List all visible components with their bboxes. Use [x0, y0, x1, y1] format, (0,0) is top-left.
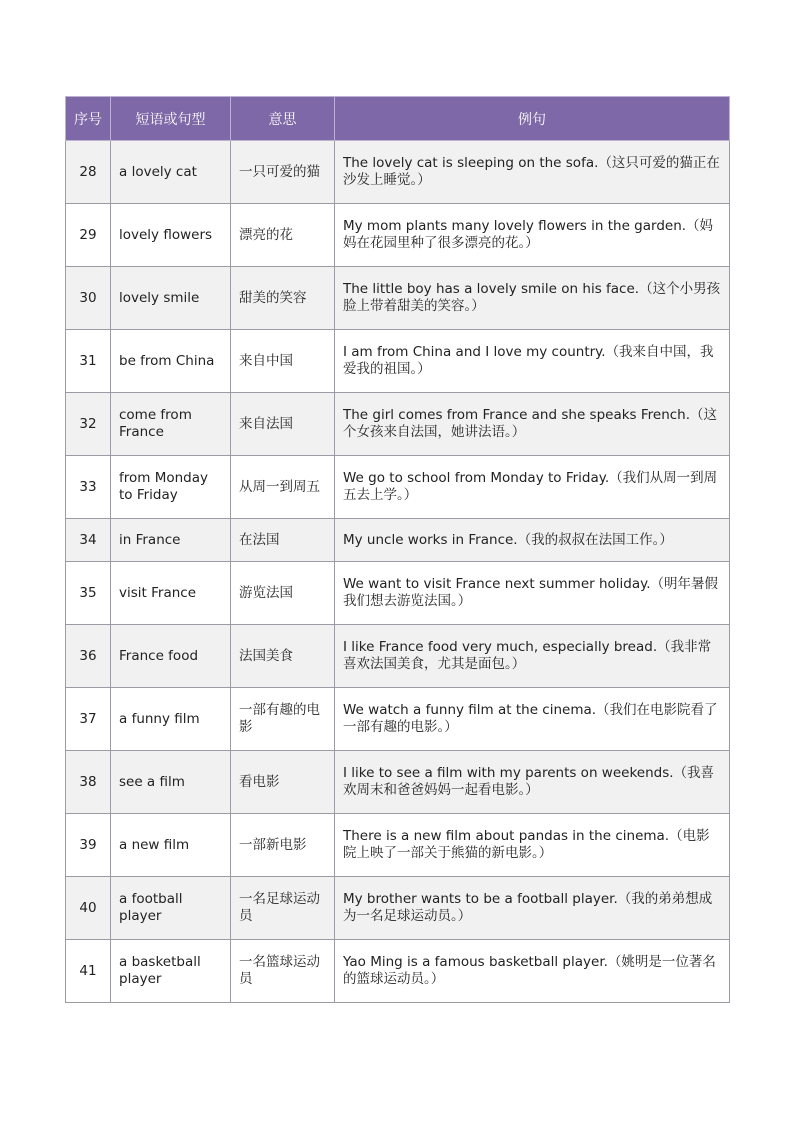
row-phrase: be from China [111, 330, 231, 393]
table-body [66, 141, 730, 1003]
row-example: I like to see a film with my parents on weekends.（我喜欢周末和爸爸妈妈一起看电影。） [335, 751, 730, 814]
row-phrase: visit France [111, 562, 231, 625]
row-number: 33 [66, 456, 111, 519]
table-header-row [66, 97, 730, 141]
row-number: 40 [66, 877, 111, 940]
row-example: There is a new film about pandas in the cinema.（电影院上映了一部关于熊猫的新电影。） [335, 814, 730, 877]
row-meaning: 一部有趣的电影 [231, 688, 335, 751]
row-number: 35 [66, 562, 111, 625]
row-meaning: 从周一到周五 [231, 456, 335, 519]
row-meaning: 来自中国 [231, 330, 335, 393]
row-example: We watch a funny film at the cinema.（我们在电影院看了一部有趣的电影。） [335, 688, 730, 751]
table-row [66, 751, 730, 814]
row-example: I like France food very much, especially bread.（我非常喜欢法国美食，尤其是面包。） [335, 625, 730, 688]
table-row [66, 204, 730, 267]
row-phrase: a funny film [111, 688, 231, 751]
row-number: 31 [66, 330, 111, 393]
header-example: 例句 [335, 97, 730, 141]
table-row [66, 625, 730, 688]
row-meaning: 一部新电影 [231, 814, 335, 877]
row-phrase: come from France [111, 393, 231, 456]
row-number: 41 [66, 940, 111, 1003]
row-phrase: in France [111, 519, 231, 562]
row-example: I am from China and I love my country.（我来自中国，我爱我的祖国。） [335, 330, 730, 393]
row-example: My mom plants many lovely flowers in the garden.（妈妈在花园里种了很多漂亮的花。） [335, 204, 730, 267]
row-phrase: see a film [111, 751, 231, 814]
table-row [66, 330, 730, 393]
row-meaning: 游览法国 [231, 562, 335, 625]
table-row [66, 393, 730, 456]
row-phrase: a basketball player [111, 940, 231, 1003]
table-row [66, 141, 730, 204]
row-number: 38 [66, 751, 111, 814]
row-example: We go to school from Monday to Friday.（我们从周一到周五去上学。） [335, 456, 730, 519]
row-phrase: France food [111, 625, 231, 688]
row-example: My brother wants to be a football player.（我的弟弟想成为一名足球运动员。） [335, 877, 730, 940]
row-phrase: a lovely cat [111, 141, 231, 204]
row-number: 34 [66, 519, 111, 562]
row-example: My uncle works in France.（我的叔叔在法国工作。） [335, 519, 730, 562]
row-number: 28 [66, 141, 111, 204]
table-row [66, 267, 730, 330]
row-meaning: 漂亮的花 [231, 204, 335, 267]
row-meaning: 一名篮球运动员 [231, 940, 335, 1003]
row-number: 37 [66, 688, 111, 751]
row-meaning: 甜美的笑容 [231, 267, 335, 330]
table-row [66, 688, 730, 751]
table-row [66, 940, 730, 1003]
row-number: 39 [66, 814, 111, 877]
table-row [66, 519, 730, 562]
row-meaning: 看电影 [231, 751, 335, 814]
row-phrase: lovely flowers [111, 204, 231, 267]
row-phrase: a new film [111, 814, 231, 877]
row-meaning: 在法国 [231, 519, 335, 562]
vocabulary-table [65, 96, 730, 1003]
row-number: 29 [66, 204, 111, 267]
row-number: 30 [66, 267, 111, 330]
table-row [66, 562, 730, 625]
row-example: Yao Ming is a famous basketball player.（姚明是一位著名的篮球运动员。） [335, 940, 730, 1003]
row-number: 36 [66, 625, 111, 688]
row-phrase: lovely smile [111, 267, 231, 330]
header-phrase: 短语或句型 [111, 97, 231, 141]
row-meaning: 法国美食 [231, 625, 335, 688]
row-number: 32 [66, 393, 111, 456]
row-meaning: 一名足球运动员 [231, 877, 335, 940]
row-example: The girl comes from France and she speaks French.（这个女孩来自法国，她讲法语。） [335, 393, 730, 456]
table-row [66, 877, 730, 940]
header-number: 序号 [66, 97, 111, 141]
table-row [66, 456, 730, 519]
header-meaning: 意思 [231, 97, 335, 141]
row-meaning: 来自法国 [231, 393, 335, 456]
row-meaning: 一只可爱的猫 [231, 141, 335, 204]
row-example: The little boy has a lovely smile on his face.（这个小男孩脸上带着甜美的笑容。） [335, 267, 730, 330]
table-row [66, 814, 730, 877]
row-example: The lovely cat is sleeping on the sofa.（这只可爱的猫正在沙发上睡觉。） [335, 141, 730, 204]
row-example: We want to visit France next summer holiday.（明年暑假我们想去游览法国。） [335, 562, 730, 625]
row-phrase: a football player [111, 877, 231, 940]
row-phrase: from Monday to Friday [111, 456, 231, 519]
